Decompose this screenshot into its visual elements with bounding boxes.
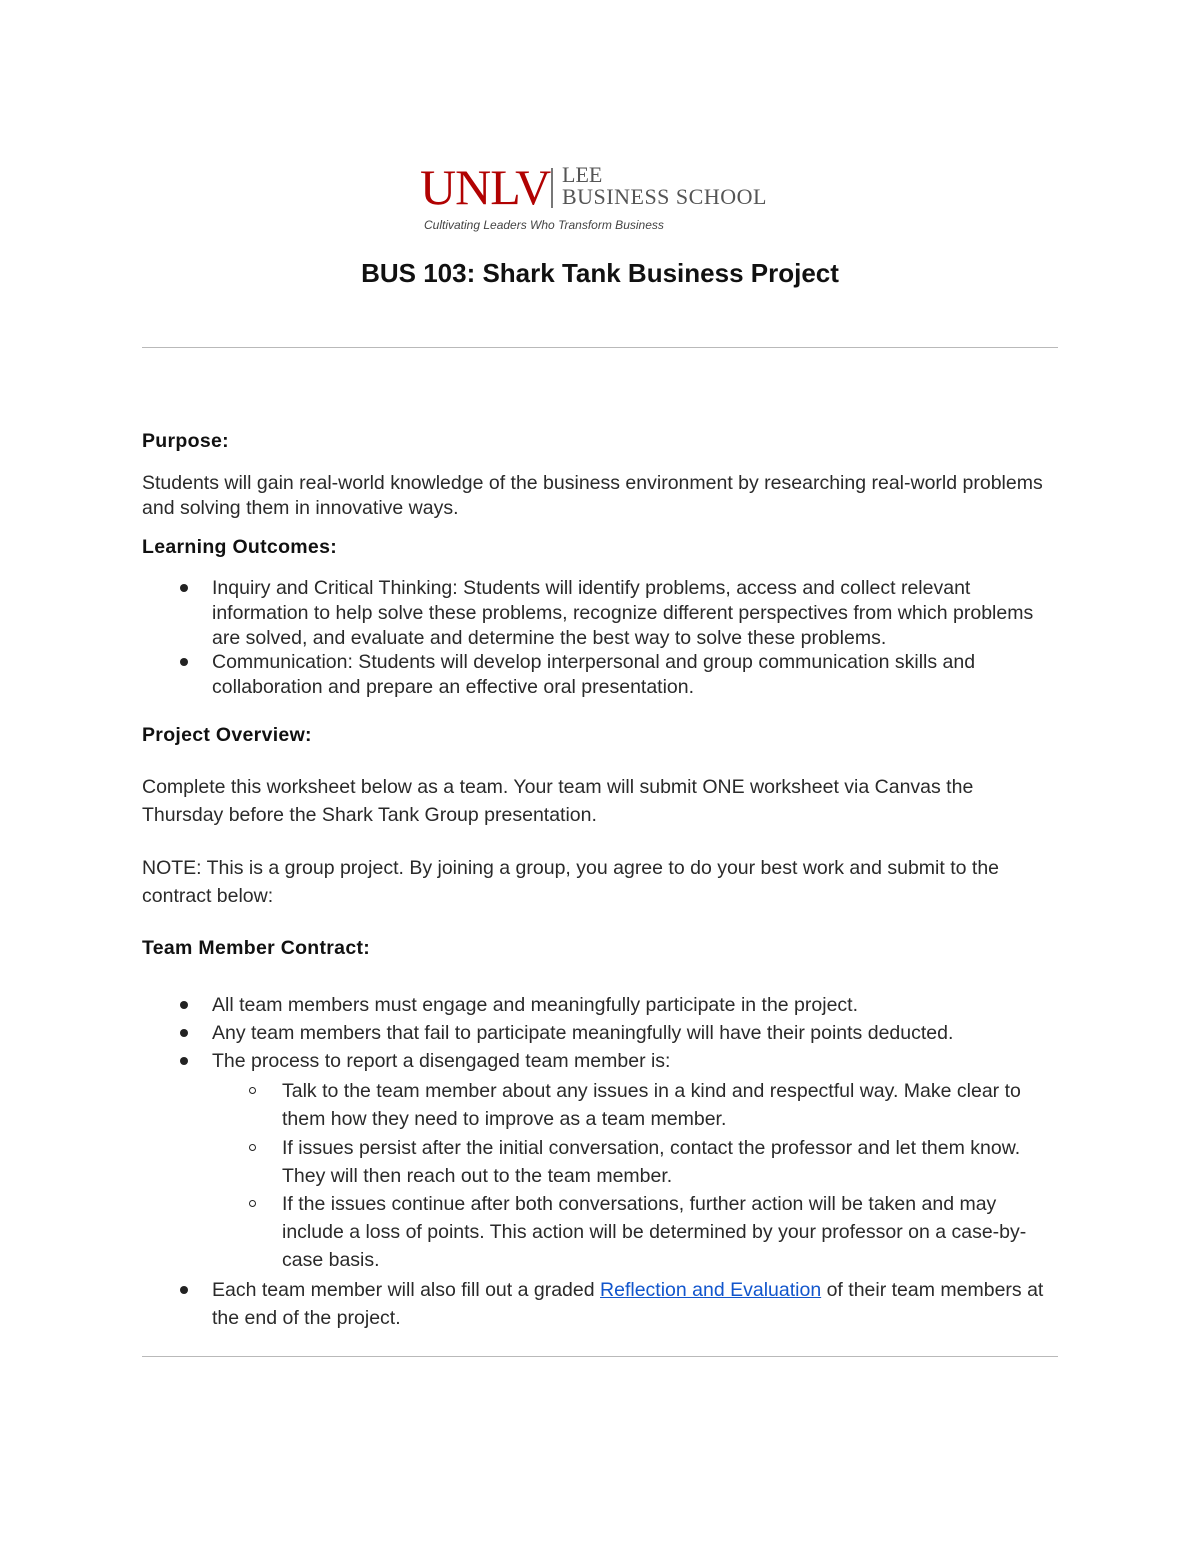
list-item-text: The process to report a disengaged team member is: <box>212 1050 671 1072</box>
purpose-text: Students will gain real-world knowledge of the business environment by researching real-world problems and solving them in innovative ways. <box>142 472 1043 519</box>
list-item-text-before: Each team member will also fill out a graded <box>212 1279 601 1301</box>
bullet-icon <box>180 658 188 666</box>
project-overview-heading: Project Overview: <box>142 724 312 746</box>
sub-list-item-text: If issues persist after the initial conversation, contact the professor and let them know. They will then reach out to the team member. <box>282 1137 1021 1187</box>
reflection-evaluation-link[interactable]: Reflection and Evaluation <box>600 1279 822 1301</box>
bullet-icon <box>180 1029 188 1037</box>
unlv-lee-logo <box>420 159 800 242</box>
page-title: BUS 103: Shark Tank Business Project <box>361 258 839 288</box>
list-item-text: All team members must engage and meaningfully participate in the project. <box>212 994 859 1016</box>
bullet-icon <box>180 1057 188 1065</box>
bottom-divider <box>142 1356 1058 1357</box>
list-item-text: Inquiry and Critical Thinking: Students will identify problems, access and collect relevant information to help solve these problems, recognize different perspectives from which problems are solved, and evaluate and determine the best way to solve these problems. <box>212 577 1034 649</box>
list-item-text-after: of their team members at the end of the project. <box>212 1279 1044 1329</box>
overview-paragraph-1: Complete this worksheet below as a team. Your team will submit ONE worksheet via Canvas the Thursday before the Shark Tank Group presentation. <box>142 776 974 826</box>
bullet-icon <box>180 1001 188 1009</box>
hollow-bullet-icon <box>249 1144 256 1151</box>
bullet-icon <box>180 584 188 592</box>
logo-divider <box>551 168 553 208</box>
list-item-text: Communication: Students will develop interpersonal and group communication skills and collaboration and prepare an effective oral presentation. <box>212 651 976 698</box>
list-item-text <box>212 1276 1062 1332</box>
logo-wordmark: UNLV <box>420 159 551 215</box>
logo-tagline: Cultivating Leaders Who Transform Business <box>424 218 664 232</box>
logo-business-school: BUSINESS SCHOOL <box>562 184 767 209</box>
top-divider <box>142 347 1058 348</box>
contract-heading: Team Member Contract: <box>142 937 371 959</box>
sub-list-item-text: Talk to the team member about any issues in a kind and respectful way. Make clear to them how they need to improve as a team member. <box>282 1080 1021 1130</box>
overview-paragraph-2: NOTE: This is a group project. By joining a group, you agree to do your best work and submit to the contract below: <box>142 857 1000 907</box>
bullet-icon <box>180 1286 188 1294</box>
hollow-bullet-icon <box>249 1087 256 1094</box>
logo-lee: LEE <box>562 162 603 187</box>
hollow-bullet-icon <box>249 1200 256 1207</box>
list-item-text: Any team members that fail to participate meaningfully will have their points deducted. <box>212 1022 954 1044</box>
sub-list-item-text: If the issues continue after both conversations, further action will be taken and may include a loss of points. This action will be determined by your professor on a case-by-case basis. <box>282 1193 1027 1271</box>
learning-outcomes-heading: Learning Outcomes: <box>142 536 338 558</box>
purpose-heading: Purpose: <box>142 430 229 452</box>
